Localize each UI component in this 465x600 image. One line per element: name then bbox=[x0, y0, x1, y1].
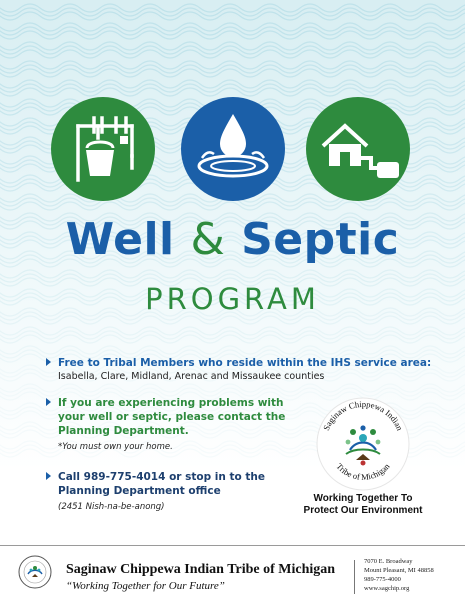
eligibility-counties: Isabella, Clare, Midland, Arenac and Missaukee counties bbox=[58, 371, 325, 382]
title-septic: Septic bbox=[241, 214, 400, 265]
program-subtitle: PROGRAM bbox=[145, 282, 320, 316]
address-city: Mount Pleasant, MI 48858 bbox=[364, 567, 434, 574]
problems-bullet bbox=[58, 396, 288, 454]
seal-arc-top: Saginaw Chippewa Indian bbox=[320, 398, 406, 432]
contact-bullet bbox=[58, 470, 288, 514]
footer-website: www.sagchip.org bbox=[364, 585, 410, 592]
title-ampersand: & bbox=[190, 214, 226, 265]
eligibility-bullet bbox=[58, 356, 458, 384]
tribe-seal-logo bbox=[18, 555, 52, 589]
contact-heading: Call 989-775-4014 or stop in to the Planning Department office bbox=[58, 471, 266, 497]
address-street: 7070 E. Broadway bbox=[364, 558, 413, 565]
bullet-arrow-icon bbox=[46, 472, 51, 480]
eligibility-heading: Free to Tribal Members who reside within the IHS service area: bbox=[58, 357, 432, 369]
program-title bbox=[0, 214, 465, 265]
environment-seal bbox=[298, 392, 428, 492]
ownership-note: *You must own your home. bbox=[58, 442, 173, 452]
water-well-bucket-icon bbox=[50, 96, 156, 202]
seal-caption bbox=[280, 493, 446, 517]
footer-org-name: Saginaw Chippewa Indian Tribe of Michigan bbox=[66, 562, 336, 577]
seal-caption-line1: Working Together To bbox=[313, 493, 413, 504]
bullet-arrow-icon bbox=[46, 358, 51, 366]
bullet-arrow-icon bbox=[46, 398, 51, 406]
seal-caption-line2: Protect Our Environment bbox=[303, 505, 423, 516]
footer-motto: “Working Together for Our Future” bbox=[66, 580, 225, 592]
title-well: Well bbox=[65, 214, 175, 265]
footer-vertical-divider bbox=[354, 560, 355, 594]
office-address-note: (2451 Nish-na-be-anong) bbox=[58, 502, 165, 512]
house-septic-tank-icon bbox=[305, 96, 411, 202]
seal-arc-bottom: Tribe of Michigan bbox=[334, 461, 392, 482]
footer-phone: 989-775-4000 bbox=[364, 576, 401, 583]
water-drop-splash-icon bbox=[180, 96, 286, 202]
footer-address-block bbox=[364, 557, 434, 593]
footer-divider bbox=[0, 545, 465, 546]
problems-heading: If you are experiencing problems with your well or septic, please contact the Planning Department. bbox=[58, 397, 286, 437]
